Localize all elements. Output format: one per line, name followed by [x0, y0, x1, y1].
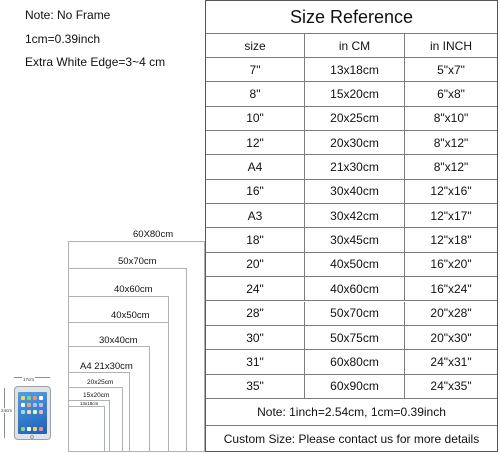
size-cell: 7"	[249, 62, 261, 77]
table-row	[206, 375, 497, 399]
frame-label-13x18: 13x18cm	[80, 401, 99, 406]
cm-cell: 50x70cm	[304, 302, 404, 325]
size-reference-table	[205, 0, 498, 452]
table-row	[206, 155, 497, 179]
cm-cell: 60x90cm	[304, 375, 404, 398]
inch-cell: 6"x8"	[404, 82, 497, 105]
size-cell: 24"	[246, 281, 264, 296]
inch-cell: 20"x30"	[404, 326, 497, 349]
table-title: Size Reference	[289, 6, 414, 27]
inch-cell: 24"x35"	[404, 375, 497, 398]
inch-cell: 12"x16"	[404, 180, 497, 203]
inch-cell: 24"x31"	[404, 350, 497, 373]
table-row	[206, 302, 497, 326]
table-title-row	[206, 1, 497, 34]
table-row	[206, 204, 497, 228]
frame-label-40x50: 40x50cm	[111, 310, 150, 321]
tablet-screen	[18, 392, 47, 434]
frame-label-15x20: 15x20cm	[83, 392, 110, 399]
size-cell: 12"	[246, 135, 264, 150]
inch-cell: 12"x18"	[404, 228, 497, 251]
table-row	[206, 277, 497, 301]
header-inch: in INCH	[404, 34, 497, 57]
size-cell: 28"	[246, 306, 264, 321]
cm-cell: 30x40cm	[304, 180, 404, 203]
table-row	[206, 82, 497, 106]
inch-cell: 8"x10"	[404, 107, 497, 130]
size-cell: A4	[247, 160, 263, 175]
table-header-row	[206, 34, 497, 58]
inch-cell: 8"x12"	[404, 155, 497, 178]
tablet-width-dimension	[14, 377, 50, 383]
tablet-height-label: 24cm	[1, 408, 13, 413]
inch-cell: 20"x28"	[404, 302, 497, 325]
inch-cell: 8"x12"	[404, 131, 497, 154]
frame-label-60x80: 60X80cm	[133, 229, 174, 240]
size-cell: 8"	[249, 87, 261, 102]
size-cell: 31"	[246, 354, 264, 369]
cm-cell: 60x80cm	[304, 350, 404, 373]
table-row	[206, 253, 497, 277]
inch-cell: 5"x7"	[404, 58, 497, 81]
tablet-height-dimension	[1, 388, 13, 438]
table-row	[206, 180, 497, 204]
frame-label-50x70: 50x70cm	[118, 256, 157, 267]
size-cell: A3	[247, 208, 263, 223]
cm-cell: 20x25cm	[304, 107, 404, 130]
tablet-illustration	[0, 376, 55, 446]
table-row	[206, 228, 497, 252]
inch-cell: 16"x20"	[404, 253, 497, 276]
footer-note: Note: 1inch=2.54cm, 1cm=0.39inch	[257, 405, 446, 419]
header-cm: in CM	[304, 34, 404, 57]
header-size: size	[244, 38, 266, 53]
table-row	[206, 131, 497, 155]
size-cell: 20"	[246, 257, 264, 272]
size-cell: 30"	[246, 330, 264, 345]
cm-cell: 40x50cm	[304, 253, 404, 276]
frame-13x18	[68, 406, 105, 452]
cm-cell: 40x60cm	[304, 277, 404, 300]
size-cell: 18"	[246, 233, 264, 248]
footer-custom-size: Custom Size: Please contact us for more details	[223, 431, 480, 446]
tablet-width-label: 17cm	[23, 377, 35, 382]
table-row	[206, 107, 497, 131]
cm-cell: 21x30cm	[304, 155, 404, 178]
cm-cell: 30x45cm	[304, 228, 404, 251]
size-cell: 10"	[246, 111, 264, 126]
cm-cell: 20x30cm	[304, 131, 404, 154]
inch-cell: 16"x24"	[404, 277, 497, 300]
size-cell: 35"	[246, 379, 264, 394]
table-row	[206, 58, 497, 82]
note-conversion: 1cm=0.39inch	[25, 32, 101, 46]
frame-label-20x25: 20x25cm	[87, 379, 114, 386]
cm-cell: 13x18cm	[304, 58, 404, 81]
table-row	[206, 326, 497, 350]
note-white-edge: Extra White Edge=3~4 cm	[25, 55, 166, 69]
cm-cell: 30x42cm	[304, 204, 404, 227]
table-footer-custom-row	[206, 426, 497, 451]
frame-label-30x40: 30x40cm	[99, 335, 138, 346]
inch-cell: 12"x17"	[404, 204, 497, 227]
table-row	[206, 350, 497, 374]
frame-label-40x60: 40x60cm	[114, 284, 153, 295]
cm-cell: 15x20cm	[304, 82, 404, 105]
size-cell: 16"	[246, 184, 264, 199]
cm-cell: 50x75cm	[304, 326, 404, 349]
home-button-icon	[30, 435, 34, 439]
note-no-frame: Note: No Frame	[25, 8, 111, 22]
tablet-icon	[14, 386, 51, 440]
frame-label-a4: A4 21x30cm	[80, 361, 133, 372]
table-footer-note-row	[206, 399, 497, 426]
